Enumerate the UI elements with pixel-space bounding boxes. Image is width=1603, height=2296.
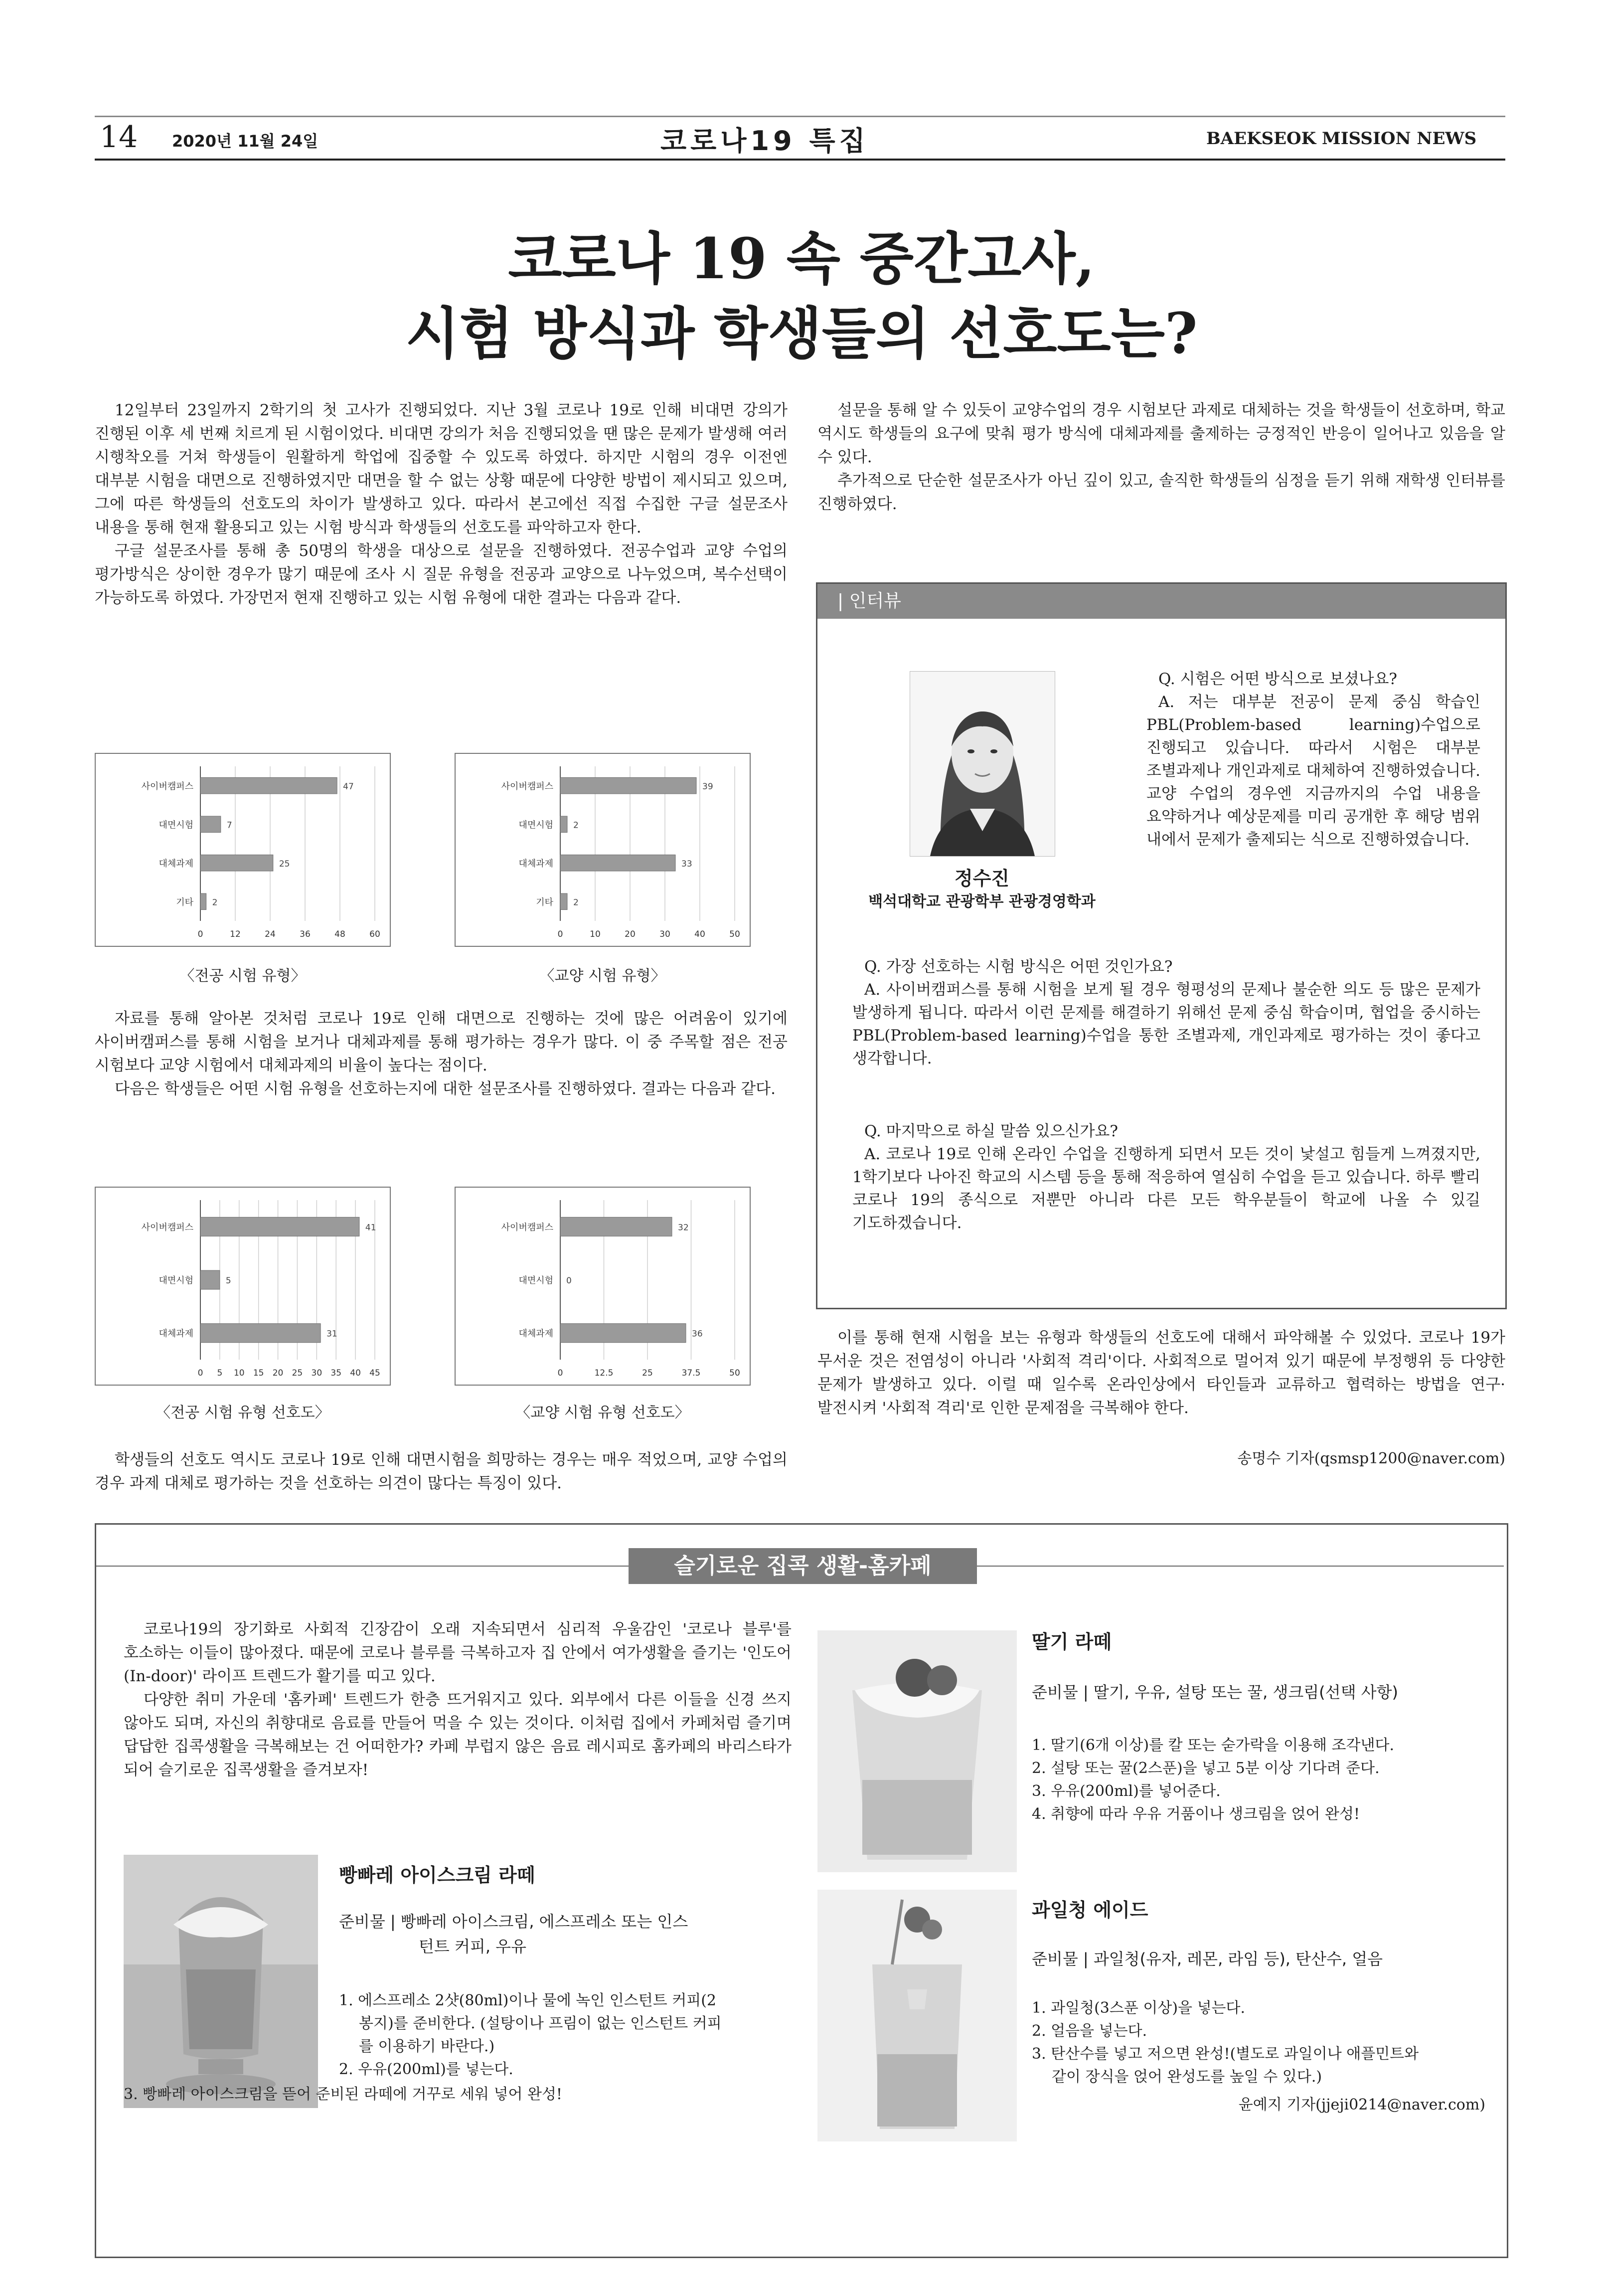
chart-major-exam-type [95, 753, 391, 947]
byline: 송명수 기자(qsmsp1200@naver.com) [1237, 1450, 1505, 1467]
recipe-steps [1032, 1997, 1419, 2089]
data-label: 31 [326, 1329, 337, 1339]
data-label: 32 [678, 1223, 689, 1233]
interview-label: | 인터뷰 [817, 584, 1505, 619]
category-label: 대면시험 [159, 820, 193, 831]
chart-major-exam-preference [95, 1187, 391, 1386]
homecafe-intro [124, 1618, 792, 1782]
headline-line-2: 시험 방식과 학생들의 선호도는? [405, 301, 1198, 366]
bar [200, 893, 206, 910]
tick-label: 0 [557, 929, 563, 939]
recipe-ingredients: 준비물 | 빵빠레 아이스크림, 에스프레소 또는 인스 [339, 1912, 688, 1931]
paragraph: 다양한 취미 가운데 '홈카페' 트렌드가 한층 뜨거워지고 있다. 외부에서 다른 이들을 신경 쓰지 않아도 되며, 자신의 취향대로 음료를 만들어 먹을 수 있는 것이다. 이처럼 집에서 카페처럼 즐기며 답답한 집콕생활을 극복해보는 건 어떠한가? 카페 부럽지 않은 음료 레시피로 홈카페의 바리스타가 되어 슬기로운 집콕생활을 즐겨보자! [124, 1691, 792, 1779]
tick-label: 40 [350, 1368, 361, 1378]
category-label: 대면시험 [159, 1275, 193, 1286]
tick-label: 0 [197, 1368, 203, 1378]
data-label: 7 [226, 820, 232, 831]
issue-date: 2020년 11월 24일 [172, 132, 319, 151]
tick-label: 12 [230, 929, 241, 939]
data-label: 25 [279, 859, 290, 869]
category-label: 사이버캠퍼스 [501, 1222, 553, 1233]
tick-label: 50 [729, 1368, 740, 1378]
tick-label: 35 [330, 1368, 342, 1378]
bar [560, 1217, 672, 1236]
interviewee-affiliation: 백석대학교 관광학부 관광경영학과 [868, 893, 1096, 910]
data-label: 41 [365, 1223, 376, 1233]
recipe-name: 빵빠레 아이스크림 라떼 [339, 1864, 535, 1886]
paragraph: 코로나19의 장기화로 사회적 긴장감이 오래 지속되면서 심리적 우울감인 '코로나 블루'를 호소하는 이들이 많아졌다. 때문에 코로나 블루를 극복하고자 집 안에서 여가생활을 즐기는 '인도어(In-door)' 라이프 트렌드가 활기를 띠고 있다. [124, 1620, 792, 1685]
tick-label: 36 [300, 929, 311, 939]
tick-label: 37.5 [681, 1368, 701, 1378]
article-left-top [95, 399, 788, 610]
tick-label: 10 [590, 929, 601, 939]
bar [560, 777, 696, 794]
answer: A. 저는 대부분 전공이 문제 중심 학습인 PBL(Problem-based learning)수업으로 진행되고 있습니다. 따라서 시험은 대부분 조별과제나 개인과제로 대체하여 진행하였습니다. 교양 수업의 경우엔 지금까지의 수업 내용을 요약하거나 예상문제를 미리 공개한 후 해당 범위 내에서 문제가 출제되는 식으로 진행하였습니다. [1146, 693, 1480, 849]
chart-svg [456, 1188, 750, 1385]
chart-liberal-exam-type [455, 753, 751, 947]
bar [560, 893, 567, 910]
chart-svg [96, 1188, 390, 1385]
bar [200, 1324, 321, 1343]
category-label: 기타 [536, 897, 553, 908]
byline: 윤예지 기자(jjeji0214@naver.com) [1238, 2096, 1485, 2114]
tick-label: 48 [334, 929, 345, 939]
tick-label: 5 [217, 1368, 223, 1378]
chart-caption: 〈교양 시험 유형〉 [539, 967, 666, 985]
data-label: 2 [212, 897, 218, 908]
question: Q. 마지막으로 하실 말씀 있으신가요? [864, 1122, 1119, 1140]
portrait-image [910, 672, 1055, 856]
recipe-name: 딸기 라떼 [1032, 1631, 1112, 1653]
paragraph: 추가적으로 단순한 설문조사가 아닌 깊이 있고, 솔직한 학생들의 심정을 듣기 위해 재학생 인터뷰를 진행하였다. [817, 472, 1505, 513]
recipe-ingredients: 준비물 | 딸기, 우유, 설탕 또는 꿀, 생크림(선택 사항) [1032, 1683, 1398, 1702]
recipe-step: 1. 과일청(3스푼 이상)을 넣는다. [1032, 1999, 1246, 2017]
recipe-step: 같이 장식을 얹어 완성도를 높일 수 있다.) [1052, 2068, 1322, 2086]
data-label: 5 [225, 1276, 231, 1286]
category-label: 대체과제 [518, 858, 553, 869]
category-label: 대체과제 [159, 1328, 193, 1339]
tick-label: 30 [311, 1368, 322, 1378]
recipe-step: 1. 에스프레소 2샷(80ml)이나 물에 녹인 인스턴트 커피(2 [339, 1992, 716, 2009]
bar [200, 855, 273, 871]
tick-label: 45 [369, 1368, 380, 1378]
tick-label: 12.5 [594, 1368, 614, 1378]
article-left-bottom [95, 1448, 788, 1495]
tick-label: 0 [197, 929, 203, 939]
recipe-step: 봉지)를 준비한다. (설탕이나 프림이 없는 인스턴트 커피 [359, 2015, 722, 2032]
headline-line-1: 코로나 19 속 중간고사, [508, 226, 1095, 292]
category-label: 대면시험 [518, 820, 553, 831]
tick-label: 10 [233, 1368, 245, 1378]
tick-label: 40 [694, 929, 705, 939]
recipe-step: 를 이용하기 바란다.) [359, 2038, 495, 2055]
chart-svg [96, 754, 390, 946]
homecafe-title: 슬기로운 집콕 생활-홈카페 [629, 1548, 977, 1584]
recipe-name: 과일청 에이드 [1032, 1899, 1148, 1921]
paragraph: 학생들의 선호도 역시도 코로나 19로 인해 대면시험을 희망하는 경우는 매우 적었으며, 교양 수업의 경우 과제 대체로 평가하는 것을 선호하는 의견이 많다는 특징이 있다. [95, 1451, 788, 1492]
bar [560, 816, 567, 833]
category-label: 기타 [176, 897, 193, 908]
recipe-step: 3. 탄산수를 넣고 저으면 완성!(별도로 과일이나 애플민트와 [1032, 2045, 1419, 2063]
recipe-photo-strawberry [817, 1630, 1017, 1872]
interview-qa-1 [1146, 668, 1480, 851]
bar [200, 1217, 359, 1236]
ice-cream-latte-image [124, 1855, 318, 2108]
paragraph: 이를 통해 현재 시험을 보는 유형과 학생들의 선호도에 대해서 파악해볼 수 있었다. 코로나 19가 무서운 것은 전염성이 아니라 '사회적 격리'이다. 사회적으로 멀어져 있기 때문에 부정행위 등 다양한 문제가 발생하고 있다. 이럴 때 일수록 온라인상에서 타인들과 교류하고 협력하는 방법을 연구·발전시켜 '사회적 격리'로 인한 문제점을 극복해야 한다. [817, 1329, 1505, 1417]
category-label: 대체과제 [159, 858, 193, 869]
article-right-bottom [817, 1326, 1505, 1420]
tick-label: 30 [659, 929, 670, 939]
chart-svg [456, 754, 750, 946]
bar [560, 855, 675, 871]
recipe-photo-ade [817, 1890, 1017, 2141]
recipe-step-final: 3. 빵빠레 아이스크림을 뜯어 준비된 라떼에 거꾸로 세워 넣어 완성! [124, 2086, 562, 2103]
chart-caption: 〈전공 시험 유형〉 [179, 967, 306, 985]
data-label: 36 [692, 1329, 703, 1339]
tick-label: 0 [557, 1368, 563, 1378]
paragraph: 다음은 학생들은 어떤 시험 유형을 선호하는지에 대한 설문조사를 진행하였다. 결과는 다음과 같다. [115, 1080, 776, 1098]
data-label: 0 [566, 1276, 572, 1286]
interview-qa-3 [852, 1120, 1480, 1235]
recipe-steps [339, 1989, 722, 2081]
recipe-ingredients: 준비물 | 과일청(유자, 레몬, 라임 등), 탄산수, 얼음 [1032, 1949, 1383, 1968]
paragraph: 자료를 통해 알아본 것처럼 코로나 19로 인해 대면으로 진행하는 것에 많은 어려움이 있기에 사이버캠퍼스를 통해 시험을 보거나 대체과제를 통해 평가하는 경우가 많다. 이 중 주목할 점은 전공 시험보다 교양 시험에서 대체과제의 비율이 높다는 점이다. [95, 1010, 788, 1074]
paragraph: 설문을 통해 알 수 있듯이 교양수업의 경우 시험보단 과제로 대체하는 것을 학생들이 선호하며, 학교 역시도 학생들의 요구에 맞춰 평가 방식에 대체과제를 출제하는 긍정적인 반응이 일어나고 있음을 알 수 있다. [817, 401, 1505, 466]
data-label: 2 [573, 897, 579, 908]
category-label: 사이버캠퍼스 [141, 1222, 193, 1233]
tick-label: 50 [729, 929, 740, 939]
tick-label: 60 [369, 929, 380, 939]
recipe-step: 4. 취향에 따라 우유 거품이나 생크림을 얹어 완성! [1032, 1805, 1360, 1823]
answer: A. 코로나 19로 인해 온라인 수업을 진행하게 되면서 모든 것이 낯설고 힘들게 느껴졌지만, 1학기보다 나아진 학교의 시스템 등을 통해 적응하여 열심히 수업을 듣고 있습니다. 하루 빨리 코로나 19의 종식으로 저뿐만 아니라 다른 모든 학우분들이 학교에 나올 수 있길 기도하겠습니다. [852, 1145, 1480, 1232]
recipe-steps [1032, 1734, 1394, 1826]
category-label: 대면시험 [518, 1275, 553, 1286]
question: Q. 시험은 어떤 방식으로 보셨나요? [1158, 670, 1398, 688]
recipe-step: 1. 딸기(6개 이상)를 칼 또는 숟가락을 이용해 조각낸다. [1032, 1737, 1395, 1754]
category-label: 대체과제 [518, 1328, 553, 1339]
header-top-rule [95, 116, 1505, 117]
section-title: 코로나19 특집 [660, 125, 869, 157]
tick-label: 24 [265, 929, 276, 939]
answer: A. 사이버캠퍼스를 통해 시험을 보게 될 경우 형평성의 문제나 불순한 의도 등 많은 문제가 발생하게 됩니다. 따라서 이런 문제를 해결하기 위해선 문제 중심 학습이며, 협업을 중시하는 PBL(Problem-based learning)수업을 통한 조별과제, 개인과제로 평가하는 것이 좋다고 생각합니다. [852, 981, 1480, 1067]
data-label: 2 [573, 820, 579, 831]
bar [200, 777, 337, 794]
data-label: 33 [681, 859, 692, 869]
banner-rule-left [96, 1566, 629, 1567]
header-bottom-rule [95, 159, 1505, 161]
strawberry-latte-image [817, 1630, 1017, 1872]
category-label: 사이버캠퍼스 [141, 781, 193, 792]
category-label: 사이버캠퍼스 [501, 781, 553, 792]
article-right-top [817, 399, 1505, 516]
tick-label: 25 [292, 1368, 303, 1378]
tick-label: 25 [642, 1368, 653, 1378]
recipe-photo-ppangpare [124, 1855, 318, 2108]
bar [200, 1270, 220, 1289]
data-label: 47 [343, 781, 354, 792]
banner-rule-right [977, 1566, 1504, 1567]
chart-caption: 〈교양 시험 유형 선호도〉 [515, 1404, 690, 1421]
recipe-step: 2. 우유(200ml)를 넣는다. [339, 2061, 513, 2078]
recipe-step: 2. 얼음을 넣는다. [1032, 2022, 1147, 2040]
question: Q. 가장 선호하는 시험 방식은 어떤 것인가요? [864, 958, 1173, 976]
tick-label: 15 [253, 1368, 264, 1378]
tick-label: 20 [272, 1368, 284, 1378]
interviewee-name: 정수진 [954, 868, 1010, 889]
tick-label: 20 [625, 929, 636, 939]
chart-caption: 〈전공 시험 유형 선호도〉 [156, 1404, 330, 1421]
article-left-middle [95, 1007, 788, 1101]
bar [200, 816, 221, 833]
chart-liberal-exam-preference [455, 1187, 751, 1386]
recipe-ingredients-cont: 턴트 커피, 우유 [419, 1937, 526, 1956]
fruit-ade-image [817, 1890, 1017, 2141]
paragraph: 구글 설문조사를 통해 총 50명의 학생을 대상으로 설문을 진행하였다. 전공수업과 교양 수업의 평가방식은 상이한 경우가 많기 때문에 조사 시 질문 유형을 전공과 교양으로 나누었으며, 복수선택이 가능하도록 하였다. 가장먼저 현재 진행하고 있는 시험 유형에 대한 결과는 다음과 같다. [95, 542, 788, 607]
paragraph: 12일부터 23일까지 2학기의 첫 고사가 진행되었다. 지난 3월 코로나 19로 인해 비대면 강의가 진행된 이후 세 번째 치르게 된 시험이었다. 비대면 강의가 처음 진행되었을 땐 많은 문제가 발생해 여러 시행착오를 거쳐 학생들이 원활하게 학업에 집중할 수 있도록 하였다. 하지만 시험의 경우 이전엔 대부분 시험을 대면으로 진행하였지만 대면을 할 수 없는 상황 때문에 다양한 방법이 제시되고 있으며, 그에 따른 학생들의 선호도의 차이가 발생하고 있다. 따라서 본고에선 직접 수집한 구글 설문조사 내용을 통해 현재 활용되고 있는 시험 방식과 학생들의 선호도를 파악하고자 한다. [95, 401, 788, 536]
bar [560, 1324, 686, 1343]
paper-name: BAEKSEOK MISSION NEWS [1206, 129, 1477, 149]
page-number: 14 [100, 120, 138, 155]
recipe-step: 3. 우유(200ml)를 넣어준다. [1032, 1782, 1221, 1800]
interview-box [816, 582, 1507, 1309]
data-label: 39 [702, 781, 713, 792]
interview-qa-2 [852, 955, 1480, 1070]
recipe-step: 2. 설탕 또는 꿀(2스푼)을 넣고 5분 이상 기다려 준다. [1032, 1760, 1380, 1777]
interviewee-photo [910, 671, 1055, 857]
